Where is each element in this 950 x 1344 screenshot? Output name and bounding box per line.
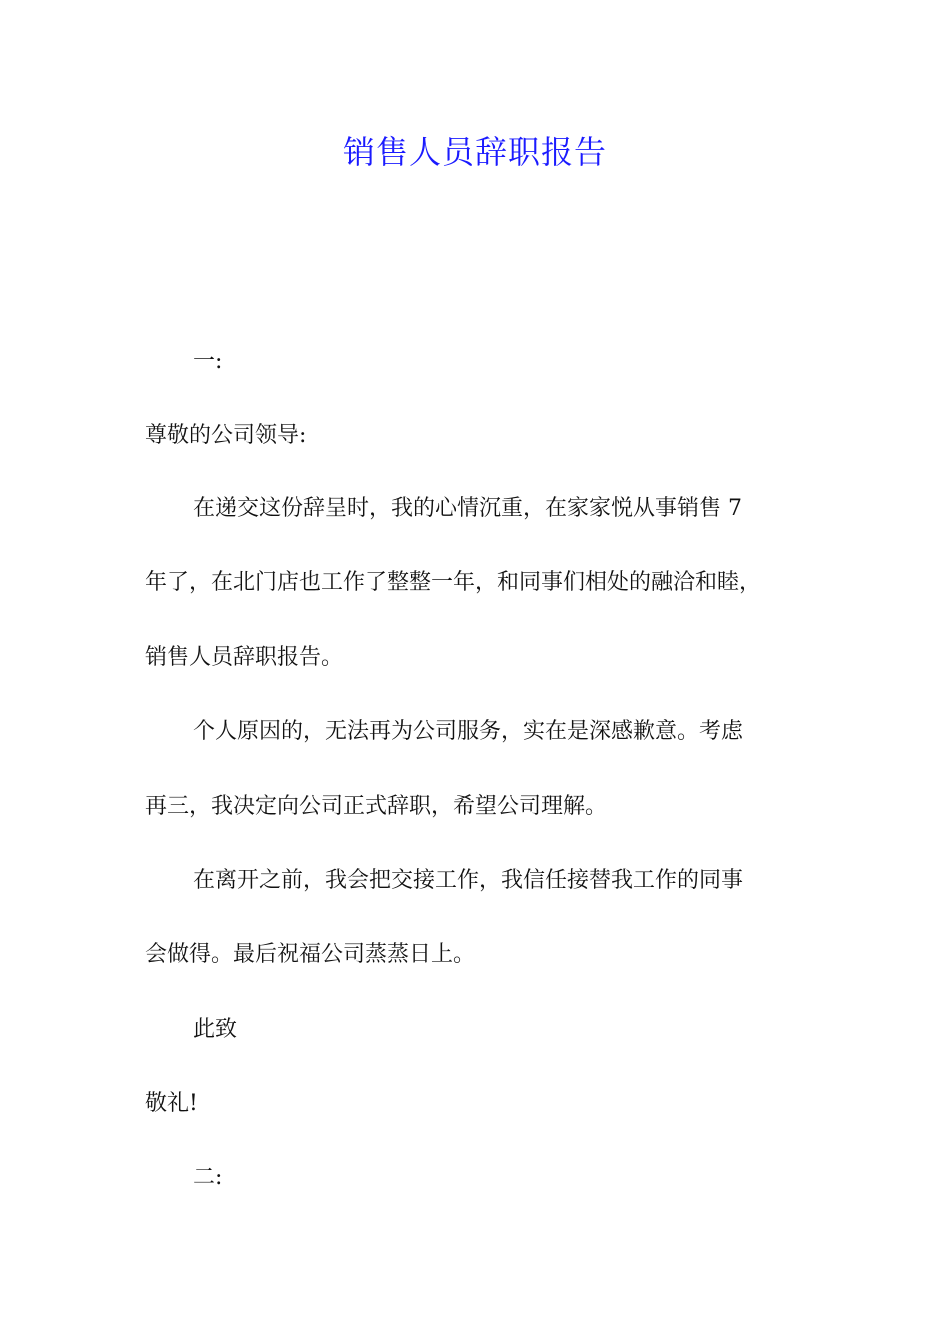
paragraph-line: 年了，在北门店也工作了整整一年，和同事们相处的融洽和睦， <box>145 570 762 595</box>
paragraph-line: 在离开之前，我会把交接工作，我信任接替我工作的同事 <box>193 868 744 893</box>
section-heading-one: 一: <box>193 349 223 374</box>
paragraph-line: 再三，我决定向公司正式辞职，希望公司理解。 <box>145 794 608 819</box>
paragraph-line: 在递交这份辞呈时，我的心情沉重，在家家悦从事销售 7 <box>193 496 742 521</box>
paragraph-line: 个人原因的，无法再为公司服务，实在是深感歉意。考虑 <box>193 719 744 744</box>
salutation: 尊敬的公司领导: <box>145 423 307 448</box>
paragraph-line: 会做得。最后祝福公司蒸蒸日上。 <box>145 942 476 967</box>
closing-line: 此致 <box>193 1017 238 1042</box>
section-heading-two: 二: <box>193 1165 223 1190</box>
document-title: 销售人员辞职报告 <box>342 133 607 171</box>
paragraph-line: 销售人员辞职报告。 <box>145 645 344 670</box>
closing-regards: 敬礼! <box>145 1091 198 1116</box>
